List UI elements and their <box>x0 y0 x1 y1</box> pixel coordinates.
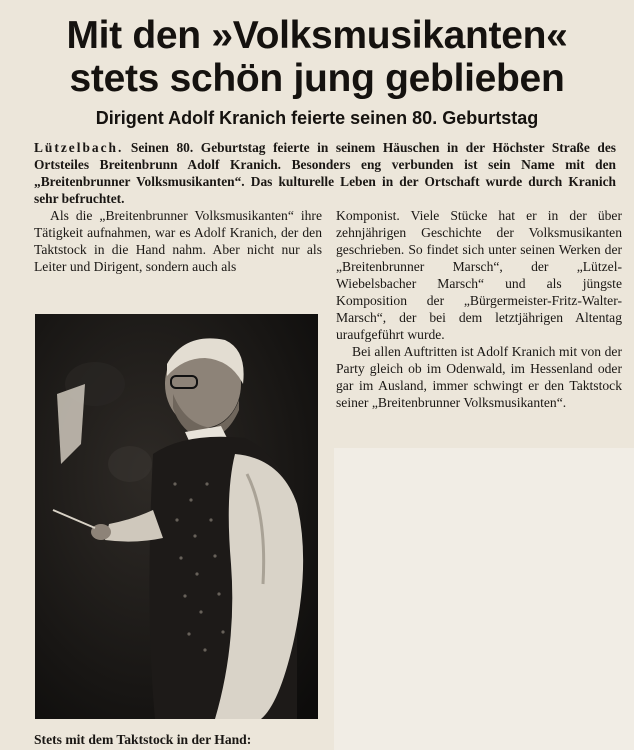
blank-paper-area <box>334 448 634 750</box>
headline <box>0 14 634 100</box>
lead-text: Seinen 80. Geburtstag feierte in seinem Häuschen in der Höchster Straße des Ortsteiles Breitenbrunn Adolf Kranich. Besonders eng verbunden ist sein Name mit den „Breitenbrunner Volksmusikanten“. Das kulturelle Leben in der Ortschaft wurde durch Kranich sehr befruchtet. <box>34 140 616 206</box>
portrait-photo <box>35 314 318 719</box>
article-column-1 <box>34 207 322 275</box>
column-2-paragraph-1: Komponist. Viele Stücke hat er in der über zehnjährigen Geschichte der Volksmusikanten geschrieben. So findet sich unter seinen Werken der „Breitenbrunner Marsch“, der „Lützel-Wiebelsbacher Marsch“ und als jüngste Komposition der „Bürgermeister-Fritz-Walter-Marsch“, der bei dem letztjährigen Altentag uraufgeführt wurde. <box>336 208 622 342</box>
lead-paragraph <box>34 139 616 207</box>
conductor-photo-illustration <box>35 314 318 719</box>
photo-caption: Stets mit dem Taktstock in der Hand: <box>34 732 252 747</box>
column-2-paragraph-2: Bei allen Auftritten ist Adolf Kranich mit von der Party gleich ob im Odenwald, im Hessenland oder gar im Ausland, immer schwingt er den Taktstock seiner „Breitenbrunner Volksmusikanten“. <box>336 344 622 410</box>
dateline-place: Lützelbach. <box>34 140 124 155</box>
headline-line-2: stets schön jung geblieben <box>69 57 565 100</box>
subheadline: Dirigent Adolf Kranich feierte seinen 80. Geburtstag <box>95 108 539 128</box>
article-column-2 <box>336 207 622 411</box>
headline-line-1: Mit den »Volksmusikanten« <box>66 14 568 57</box>
column-1-paragraph-1: Als die „Breitenbrunner Volksmusikanten“ ihre Tätigkeit aufnahmen, war es Adolf Kranich, der den Taktstock in die Hand nahm. Aber nicht nur als Leiter und Dirigent, sondern auch als <box>34 208 322 274</box>
